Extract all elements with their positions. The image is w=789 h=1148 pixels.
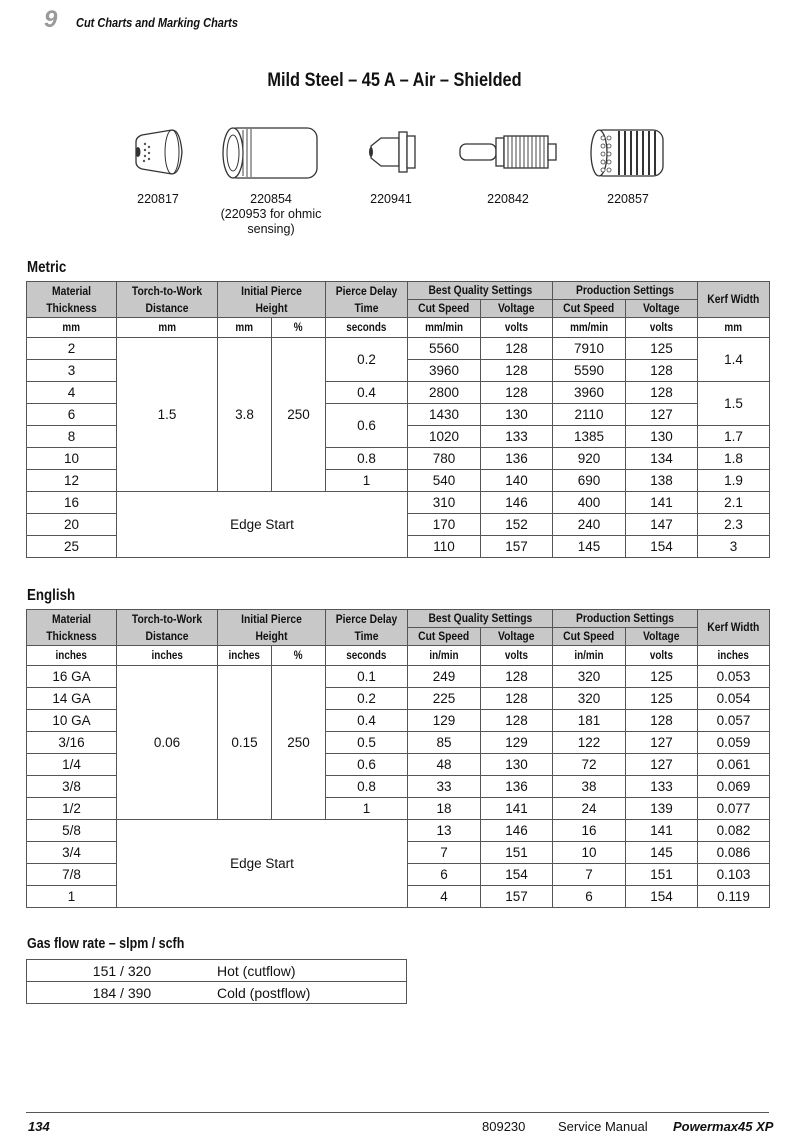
table-cell: 141 — [626, 492, 698, 514]
table-cell: 0.061 — [698, 754, 770, 776]
voltage-header: Voltage — [481, 628, 553, 646]
table-cell: 4 — [408, 886, 481, 908]
table-cell: 2110 — [553, 404, 626, 426]
table-cell: 0.086 — [698, 842, 770, 864]
table-cell: 20 — [27, 514, 117, 536]
pierce-delay-header: Pierce Delay Time — [326, 282, 408, 318]
initial-pierce-height-header: Initial Pierce Height — [218, 610, 326, 646]
table-cell: 225 — [408, 688, 481, 710]
part-number: 220857 — [607, 192, 649, 206]
table-cell: 7910 — [553, 338, 626, 360]
torch-to-work-value: 0.06 — [117, 666, 218, 820]
kerf-width-header: Kerf Width — [698, 282, 770, 318]
table-cell: 6 — [27, 404, 117, 426]
table-cell: 0.6 — [326, 404, 408, 448]
table-cell: 1.4 — [698, 338, 770, 382]
table-cell: 0.2 — [326, 338, 408, 382]
english-cut-chart-table — [26, 609, 770, 908]
table-cell: 10 GA — [27, 710, 117, 732]
cut-speed-header: Cut Speed — [553, 300, 626, 318]
pierce-height-value: 0.15 — [218, 666, 272, 820]
table-cell: 0.5 — [326, 732, 408, 754]
table-cell: 2800 — [408, 382, 481, 404]
table-cell: 141 — [626, 820, 698, 842]
part-note: (220953 for ohmic sensing) — [220, 207, 322, 236]
table-row — [27, 820, 770, 842]
table-cell: 85 — [408, 732, 481, 754]
table-cell: 138 — [626, 470, 698, 492]
table-cell: 10 — [553, 842, 626, 864]
table-cell: 110 — [408, 536, 481, 558]
table-cell: 151 — [626, 864, 698, 886]
table-cell: 145 — [553, 536, 626, 558]
part-shield-cap — [116, 122, 200, 207]
edge-start-label: Edge Start — [117, 820, 408, 908]
table-cell: 0.1 — [326, 666, 408, 688]
pierce-pct-value: 250 — [272, 338, 326, 492]
table-cell: 0.057 — [698, 710, 770, 732]
table-cell: 3 — [27, 360, 117, 382]
table-cell: 125 — [626, 338, 698, 360]
table-cell: 320 — [553, 666, 626, 688]
table-cell: 0.069 — [698, 776, 770, 798]
table-cell: 18 — [408, 798, 481, 820]
manual-name: Service Manual — [558, 1119, 648, 1134]
table-cell: seconds — [326, 318, 408, 338]
table-row — [27, 492, 770, 514]
table-cell: 154 — [626, 536, 698, 558]
part-number: 220854 — [250, 192, 292, 206]
table-cell: 0.103 — [698, 864, 770, 886]
table-cell: 1.9 — [698, 470, 770, 492]
table-cell: % — [272, 318, 326, 338]
table-cell: 128 — [481, 688, 553, 710]
table-cell: 690 — [553, 470, 626, 492]
table-cell: 128 — [626, 360, 698, 382]
shield-cap-icon — [128, 122, 188, 192]
table-cell: 0.4 — [326, 382, 408, 404]
table-cell: 1 — [27, 886, 117, 908]
table-cell: 2.1 — [698, 492, 770, 514]
table-cell: 2 — [27, 338, 117, 360]
product-name: Powermax45 XP — [673, 1119, 774, 1134]
table-cell: 127 — [626, 732, 698, 754]
chapter-title: Cut Charts and Marking Charts — [76, 16, 238, 30]
table-row: 184 / 390 Cold (postflow) — [27, 982, 407, 1004]
table-cell: 0.119 — [698, 886, 770, 908]
page-number: 134 — [28, 1119, 50, 1134]
table-cell: seconds — [326, 646, 408, 666]
english-heading: English — [27, 587, 76, 604]
cut-speed-header: Cut Speed — [408, 628, 481, 646]
table-cell: 0.059 — [698, 732, 770, 754]
best-quality-header: Best Quality Settings — [408, 610, 553, 628]
page-header — [0, 0, 789, 40]
voltage-header: Voltage — [626, 628, 698, 646]
chapter-number: 9 — [44, 6, 58, 33]
table-cell: 1/4 — [27, 754, 117, 776]
table-cell: 5560 — [408, 338, 481, 360]
table-cell: 13 — [408, 820, 481, 842]
table-cell: mm/min — [553, 318, 626, 338]
table-cell: 0.054 — [698, 688, 770, 710]
table-cell: 16 GA — [27, 666, 117, 688]
table-cell: 181 — [553, 710, 626, 732]
table-cell: 146 — [481, 492, 553, 514]
table-cell: 0.4 — [326, 710, 408, 732]
table-cell: 1.7 — [698, 426, 770, 448]
table-cell: mm — [27, 318, 117, 338]
part-number: 220941 — [370, 192, 412, 206]
voltage-header: Voltage — [626, 300, 698, 318]
table-cell: 141 — [481, 798, 553, 820]
table-cell: 0.053 — [698, 666, 770, 688]
table-cell: 5590 — [553, 360, 626, 382]
cut-speed-header: Cut Speed — [553, 628, 626, 646]
table-cell: inches — [27, 646, 117, 666]
table-row — [27, 666, 770, 688]
table-cell: 130 — [481, 754, 553, 776]
table-cell: 130 — [626, 426, 698, 448]
table-cell: 128 — [626, 710, 698, 732]
table-cell: 128 — [481, 360, 553, 382]
swirl-ring-icon — [583, 122, 673, 192]
edge-start-label: Edge Start — [117, 492, 408, 558]
table-cell: 3/8 — [27, 776, 117, 798]
table-cell: 1020 — [408, 426, 481, 448]
table-cell: % — [272, 646, 326, 666]
table-cell: 7 — [553, 864, 626, 886]
table-cell: 1 — [326, 798, 408, 820]
table-cell: volts — [481, 646, 553, 666]
table-cell: 8 — [27, 426, 117, 448]
part-swirl-ring — [580, 122, 676, 207]
table-cell: 127 — [626, 754, 698, 776]
table-cell: mm — [117, 318, 218, 338]
table-cell: 125 — [626, 688, 698, 710]
table-cell: 14 GA — [27, 688, 117, 710]
footer-divider — [26, 1112, 769, 1113]
torch-to-work-header: Torch-to-Work Distance — [117, 610, 218, 646]
table-cell: 139 — [626, 798, 698, 820]
metric-heading: Metric — [27, 259, 67, 276]
table-cell: mm — [698, 318, 770, 338]
table-cell: 48 — [408, 754, 481, 776]
table-cell: 133 — [626, 776, 698, 798]
table-cell: in/min — [408, 646, 481, 666]
table-cell: 920 — [553, 448, 626, 470]
table-cell: volts — [626, 646, 698, 666]
table-cell: 4 — [27, 382, 117, 404]
table-cell: 3960 — [408, 360, 481, 382]
table-cell: 7 — [408, 842, 481, 864]
page-title: Mild Steel – 45 A – Air – Shielded — [267, 70, 522, 91]
table-cell: 129 — [408, 710, 481, 732]
table-row: 151 / 320 Hot (cutflow) — [27, 960, 407, 982]
cut-speed-header: Cut Speed — [408, 300, 481, 318]
table-cell: 1385 — [553, 426, 626, 448]
table-row — [27, 338, 770, 360]
table-cell: 157 — [481, 536, 553, 558]
table-cell: 133 — [481, 426, 553, 448]
table-cell: 38 — [553, 776, 626, 798]
table-cell: 1.5 — [698, 382, 770, 426]
table-cell: 25 — [27, 536, 117, 558]
pierce-delay-header: Pierce Delay Time — [326, 610, 408, 646]
table-cell: inches — [698, 646, 770, 666]
table-cell: 147 — [626, 514, 698, 536]
table-cell: 151 — [481, 842, 553, 864]
production-header: Production Settings — [553, 282, 698, 300]
table-cell: 125 — [626, 666, 698, 688]
table-cell: 33 — [408, 776, 481, 798]
gas-flow-heading: Gas flow rate – slpm / scfh — [27, 936, 185, 952]
voltage-header: Voltage — [481, 300, 553, 318]
table-cell: 1430 — [408, 404, 481, 426]
nozzle-icon — [361, 122, 421, 192]
table-cell: 152 — [481, 514, 553, 536]
table-cell: 145 — [626, 842, 698, 864]
table-cell: 540 — [408, 470, 481, 492]
table-cell: 0.8 — [326, 776, 408, 798]
table-cell: 240 — [553, 514, 626, 536]
kerf-width-header: Kerf Width — [698, 610, 770, 646]
table-cell: 128 — [481, 382, 553, 404]
table-cell: in/min — [553, 646, 626, 666]
table-cell: 0.8 — [326, 448, 408, 470]
table-cell: 134 — [626, 448, 698, 470]
table-cell: 128 — [481, 666, 553, 688]
table-cell: 146 — [481, 820, 553, 842]
table-cell: 136 — [481, 776, 553, 798]
table-cell: 10 — [27, 448, 117, 470]
gas-flow-table — [26, 959, 407, 1004]
pierce-height-value: 3.8 — [218, 338, 272, 492]
table-cell: 249 — [408, 666, 481, 688]
table-cell: 16 — [553, 820, 626, 842]
table-cell: 5/8 — [27, 820, 117, 842]
part-retaining-cap — [206, 122, 336, 237]
table-cell: 6 — [553, 886, 626, 908]
table-cell: 72 — [553, 754, 626, 776]
table-cell: 12 — [27, 470, 117, 492]
table-cell: volts — [481, 318, 553, 338]
table-cell: 3960 — [553, 382, 626, 404]
table-cell: 128 — [481, 338, 553, 360]
units-row — [27, 318, 770, 338]
table-cell: 157 — [481, 886, 553, 908]
table-cell: 136 — [481, 448, 553, 470]
table-cell: 0.082 — [698, 820, 770, 842]
initial-pierce-height-header: Initial Pierce Height — [218, 282, 326, 318]
table-cell: 3/16 — [27, 732, 117, 754]
table-cell: 122 — [553, 732, 626, 754]
material-thickness-header: Material Thickness — [27, 282, 117, 318]
part-electrode — [452, 122, 564, 207]
table-cell: 16 — [27, 492, 117, 514]
table-cell: 154 — [626, 886, 698, 908]
table-cell: 2.3 — [698, 514, 770, 536]
part-nozzle — [349, 122, 433, 207]
table-cell: volts — [626, 318, 698, 338]
table-cell: 0.6 — [326, 754, 408, 776]
table-cell: 127 — [626, 404, 698, 426]
part-number: 220842 — [487, 192, 529, 206]
production-header: Production Settings — [553, 610, 698, 628]
table-cell: 129 — [481, 732, 553, 754]
table-cell: 0.077 — [698, 798, 770, 820]
table-cell: 140 — [481, 470, 553, 492]
material-thickness-header: Material Thickness — [27, 610, 117, 646]
table-cell: 128 — [481, 710, 553, 732]
document-number: 809230 — [482, 1119, 526, 1134]
table-cell: 1/2 — [27, 798, 117, 820]
part-number: 220817 — [137, 192, 179, 206]
electrode-icon — [454, 122, 562, 192]
units-row — [27, 646, 770, 666]
pierce-pct-value: 250 — [272, 666, 326, 820]
table-cell: 130 — [481, 404, 553, 426]
retaining-cap-icon — [215, 122, 327, 192]
table-cell: 6 — [408, 864, 481, 886]
table-cell: 170 — [408, 514, 481, 536]
torch-to-work-header: Torch-to-Work Distance — [117, 282, 218, 318]
best-quality-header: Best Quality Settings — [408, 282, 553, 300]
table-cell: 24 — [553, 798, 626, 820]
table-cell: 1 — [326, 470, 408, 492]
table-cell: 3 — [698, 536, 770, 558]
table-cell: 7/8 — [27, 864, 117, 886]
table-cell: mm — [218, 318, 272, 338]
table-cell: inches — [218, 646, 272, 666]
table-cell: 400 — [553, 492, 626, 514]
table-cell: 0.2 — [326, 688, 408, 710]
table-cell: mm/min — [408, 318, 481, 338]
table-cell: 1.8 — [698, 448, 770, 470]
table-cell: 320 — [553, 688, 626, 710]
table-cell: inches — [117, 646, 218, 666]
table-cell: 780 — [408, 448, 481, 470]
table-cell: 310 — [408, 492, 481, 514]
table-cell: 3/4 — [27, 842, 117, 864]
table-cell: 154 — [481, 864, 553, 886]
table-cell: 128 — [626, 382, 698, 404]
torch-to-work-value: 1.5 — [117, 338, 218, 492]
metric-cut-chart-table — [26, 281, 770, 558]
